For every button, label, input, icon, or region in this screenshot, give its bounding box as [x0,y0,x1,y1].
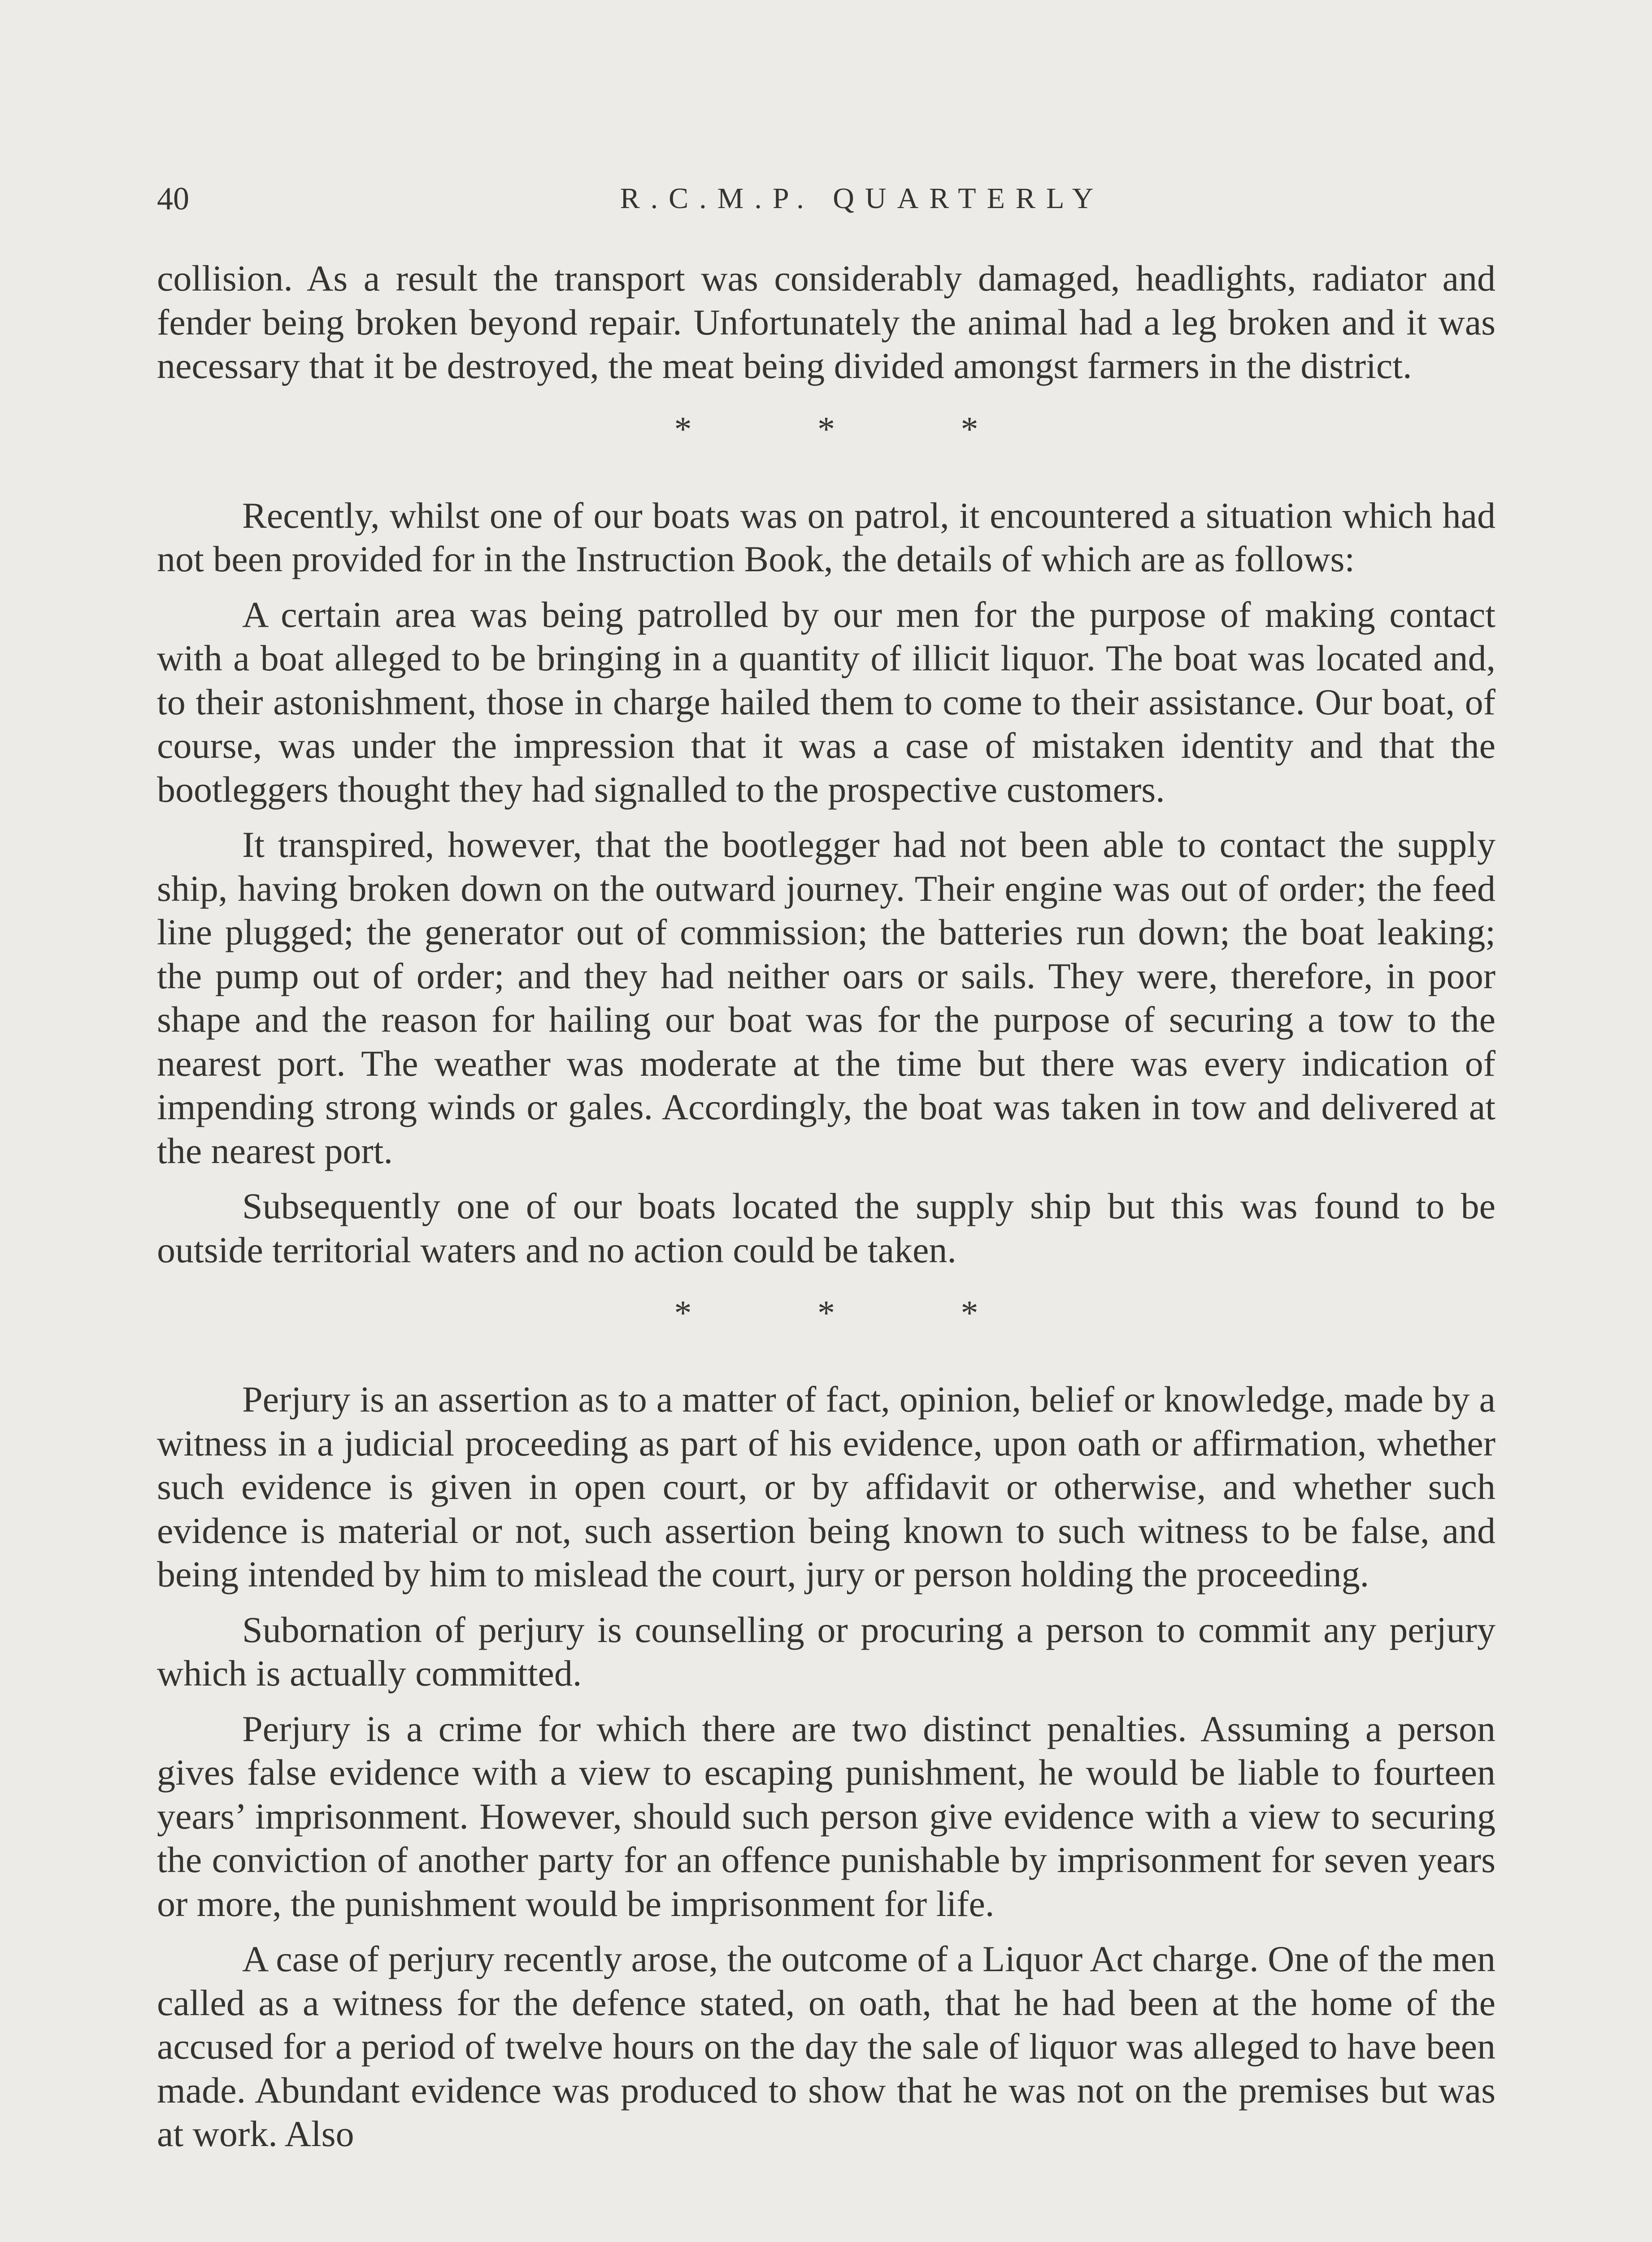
paragraph-collision: collision. As a result the transport was considerably damaged, headlights, radiator and fender being broken beyond repair. Unfortunately the animal had a leg broken and it was necessary that it be destroyed, the meat being divided amongst farmers in the district. [157,258,1495,386]
paragraph-perjury-definition: Perjury is an assertion as to a matter of fact, opinion, belief or knowledge, made by a witness in a judicial proceeding as part of his evidence, upon oath or affirmation, whether such evidence is given in open court, or by affidavit or otherwise, and whether such evidence is material or not, such assertion being known to such witness to be false, and being intended by him to mislead the court, jury or person holding the proceeding. [157,1379,1495,1595]
paragraph-bootlegger: It transpired, however, that the bootlegger had not been able to contact the supply ship, having broken down on the outward journey. Their engine was out of order; the feed line plugged; the generator out of commission; the batteries run down; the boat leaking; the pump out of order; and they had neither oars or sails. They were, therefore, in poor shape and the reason for hailing our boat was for the purpose of securing a tow to the nearest port. The weather was moderate at the time but there was every indication of impending strong winds or gales. Accordingly, the boat was taken in tow and delivered at the nearest port. [157,824,1495,1171]
separator-asterisk: * [817,409,835,448]
running-head [157,174,1495,223]
separator-asterisk: * [961,409,978,448]
paragraph-perjury-case: A case of perjury recently arose, the outcome of a Liquor Act charge. One of the men called as a witness for the defence stated, on oath, that he had been at the home of the accused for a period of twelve hours on the day the sale of liquor was alleged to have been made. Abundant evidence was produced to show that he was not on the premises but was at work. Also [157,1938,1495,2154]
paragraph-supply-ship: Subsequently one of our boats located the supply ship but this was found to be outside territorial waters and no action could be taken. [157,1186,1495,1270]
separator-asterisk: * [817,1293,835,1332]
section-separator [157,1291,1495,1334]
separator-asterisk: * [674,1293,692,1332]
separator-asterisk: * [961,1293,978,1332]
paragraph-penalties: Perjury is a crime for which there are two distinct penalties. Assuming a person gives false evidence with a view to escaping punishment, he would be liable to fourteen years’ imprisonment. However, should such person give evidence with a view to securing the conviction of another party for an offence punishable by imprisonment for seven years or more, the punishment would be imprisonment for life. [157,1708,1495,1924]
paragraph-subornation: Subornation of perjury is counselling or procuring a person to commit any perjury which is actually committed. [157,1609,1495,1694]
page-number: 40 [157,181,189,217]
separator-asterisk: * [674,409,692,448]
body-text [157,256,1495,2168]
section-separator [157,408,1495,451]
paragraph-patrol-intro: Recently, whilst one of our boats was on patrol, it encountered a situation which had not been provided for in the Instruction Book, the details of which are as follows: [157,495,1495,579]
journal-title: R.C.M.P. QUARTERLY [620,182,1104,215]
paragraph-patrol-area: A certain area was being patrolled by our men for the purpose of making contact with a boat alleged to be bringing in a quantity of illicit liquor. The boat was located and, to their astonishment, those in charge hailed them to come to their assistance. Our boat, of course, was under the impression that it was a case of mistaken identity and that the bootleggers thought they had signalled to the prospective customers. [157,594,1495,810]
